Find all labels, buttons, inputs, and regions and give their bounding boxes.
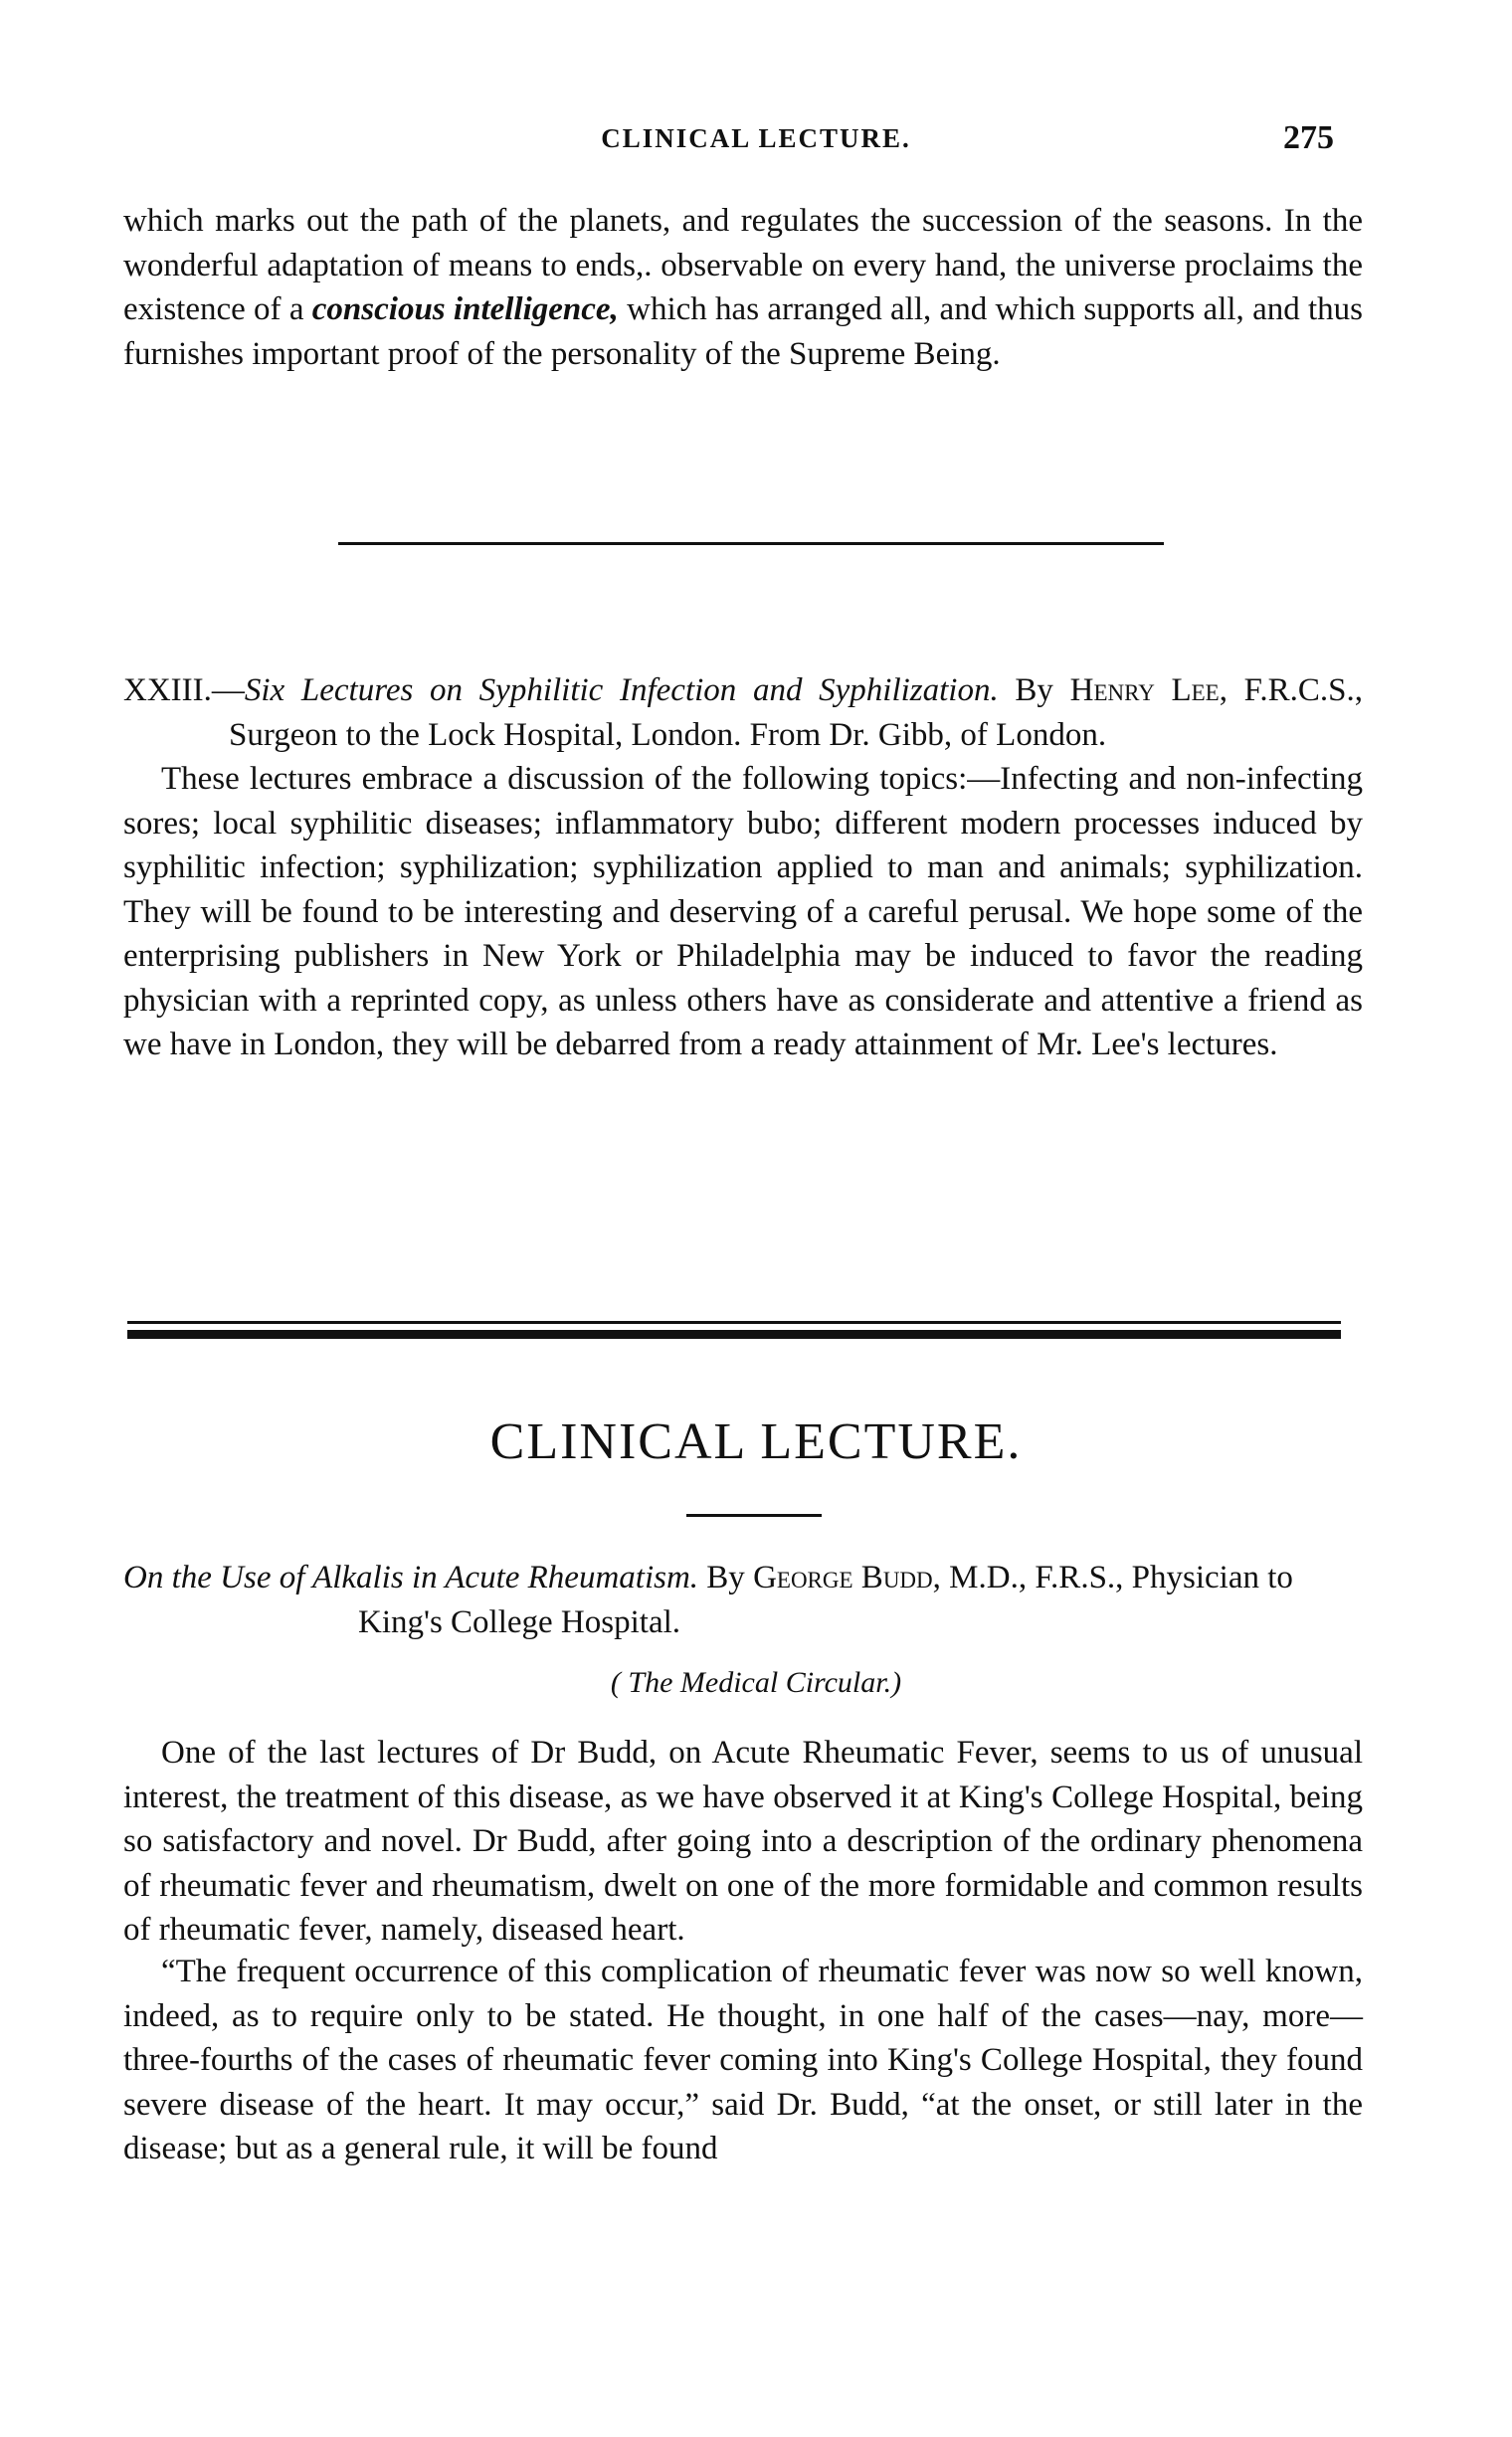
double-rule-thick: [127, 1330, 1341, 1339]
lecture-paragraph-2: “The frequent occurrence of this complication of rheumatic fever was now so well known, indeed, as to require only to be stated. He thought, in one half of the cases—nay, more—three-fourths of the cases of rheumatic fever coming into King's College Hospital, they found severe disease of the heart. It may occur,” said Dr. Budd, “at the onset, or still later in the disease; but as a general rule, it will be found: [123, 1954, 1363, 2166]
lecture-heading: [123, 1556, 1363, 1644]
review-author: Henry Lee: [1069, 672, 1220, 708]
lecture-title: On the Use of Alkalis in Acute Rheumatism.: [123, 1560, 699, 1595]
lecture-source: ( The Medical Circular.): [610, 1666, 902, 1699]
lecture-by: By: [706, 1560, 745, 1595]
paragraph-text-rest: which has arranged all, and which supports all, and thus furnishes important proof of the personality of the Supreme Being.: [123, 291, 1364, 372]
review-credentials: , F.R.C.S., Surgeon to the Lock Hospital, London. From Dr. Gibb, of London.: [229, 672, 1364, 753]
book-review: [123, 668, 1363, 1067]
lecture-credentials-2: F.R.S., Physician to King's College Hospital.: [358, 1560, 1293, 1640]
double-rule-thin: [127, 1321, 1341, 1324]
page-number: 275: [1283, 119, 1334, 156]
running-head: [0, 119, 1512, 163]
review-heading: [123, 668, 1363, 757]
review-body: These lectures embrace a discussion of the following topics:—Infecting and non-infecting sores; local syphilitic diseases; inflammatory bubo; different modern processes induced by syphilitic infection; syphilization; syphilization applied to man and animals; syphilization. They will be found to be interesting and deserving of a careful perusal. We hope some of the enterprising publishers in New York or Philadelphia may be induced to favor the reading physician with a reprinted copy, as unless others have as considerate and attentive a friend as we have in London, they will be debarred from a ready attainment of Mr. Lee's lectures.: [123, 761, 1363, 1062]
title-rule: [686, 1514, 822, 1517]
continued-paragraph: [123, 199, 1363, 376]
lecture-author: George Budd: [753, 1560, 933, 1595]
section-title: CLINICAL LECTURE.: [489, 1413, 1023, 1470]
lecture-credentials-1: , M.D.,: [932, 1560, 1028, 1595]
review-title: Six Lectures on Syphilitic Infection and Syphilization.: [244, 672, 999, 708]
lecture-paragraph-1: One of the last lectures of Dr Budd, on Acute Rheumatic Fever, seems to us of unusual interest, the treatment of this disease, as we have observed it at King's College Hospital, being so satisfactory and novel. Dr Budd, after going into a description of the ordinary phenomena of rheumatic fever and rheumatism, dwelt on one of the more formidable and common results of rheumatic fever, namely, diseased heart.: [123, 1735, 1363, 1948]
section-rule: [338, 542, 1164, 545]
emphasis-text: conscious intelligence,: [311, 291, 619, 327]
running-title: CLINICAL LECTURE.: [601, 123, 911, 153]
review-number: XXIII.—: [123, 672, 245, 708]
paragraph-text: which marks out the path of the planets, and regulates the succession of the seasons. In the wonderful adaptation of means to ends,. observable on every hand, the universe proclaims the existence of a: [123, 203, 1363, 327]
review-by: By: [1015, 672, 1053, 708]
